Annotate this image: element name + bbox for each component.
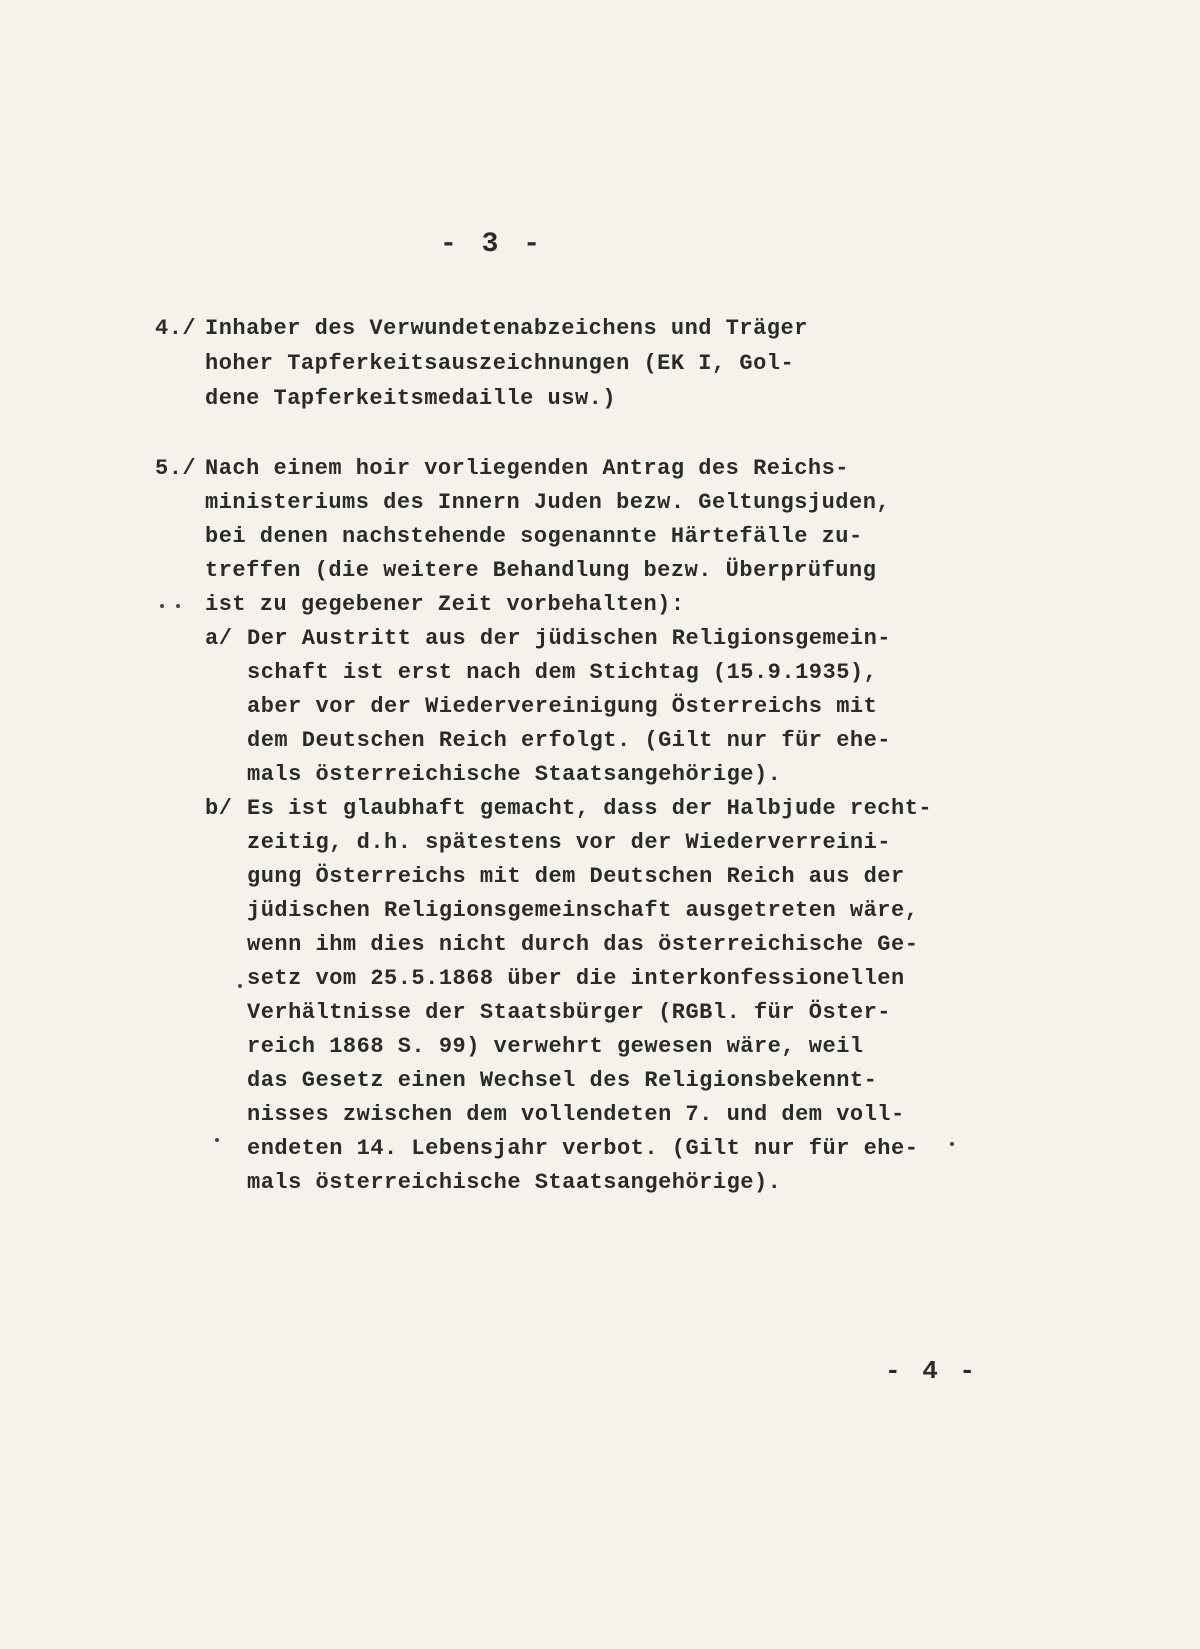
item-a-line: dem Deutschen Reich erfolgt. (Gilt nur für ehe-: [247, 728, 892, 753]
scan-speck: [950, 1142, 954, 1146]
page-number: - 3 -: [440, 229, 545, 260]
scan-speck: [176, 604, 180, 608]
section-5-line: bei denen nachstehende sogenannte Härtefälle zu-: [205, 524, 863, 549]
section-4-line: Inhaber des Verwundetenabzeichens und Träger: [205, 316, 808, 341]
item-b-line: Es ist glaubhaft gemacht, dass der Halbjude recht-: [247, 796, 933, 821]
item-b-line: setz vom 25.5.1868 über die interkonfessionellen: [247, 966, 905, 991]
item-b-line: gung Österreichs mit dem Deutschen Reich aus der: [247, 864, 905, 889]
item-b-line: zeitig, d.h. spätestens vor der Wiederverreini-: [247, 830, 892, 855]
item-b-line: reich 1868 S. 99) verwehrt gewesen wäre, weil: [247, 1034, 864, 1059]
item-a-line: schaft ist erst nach dem Stichtag (15.9.1935),: [247, 660, 878, 685]
scan-speck: [238, 984, 242, 988]
item-b-line: nisses zwischen dem vollendeten 7. und dem voll-: [247, 1102, 905, 1127]
item-a-line: mals österreichische Staatsangehörige).: [247, 762, 782, 787]
section-5-line: treffen (die weitere Behandlung bezw. Überprüfung: [205, 558, 877, 583]
section-4-number: 4./: [155, 316, 197, 341]
scan-speck: [215, 1138, 219, 1142]
item-b-line: mals österreichische Staatsangehörige).: [247, 1170, 782, 1195]
scan-speck: [160, 604, 164, 608]
section-4-line: dene Tapferkeitsmedaille usw.): [205, 386, 617, 411]
section-5-line: ist zu gegebener Zeit vorbehalten):: [205, 592, 685, 617]
item-b-label: b/: [205, 796, 233, 821]
item-a-line: Der Austritt aus der jüdischen Religionsgemein-: [247, 626, 892, 651]
next-page-marker: - 4 -: [885, 1356, 979, 1386]
item-a-label: a/: [205, 626, 233, 651]
section-4-line: hoher Tapferkeitsauszeichnungen (EK I, Gol-: [205, 351, 795, 376]
item-b-line: jüdischen Religionsgemeinschaft ausgetreten wäre,: [247, 898, 919, 923]
section-5-line: Nach einem hoir vorliegenden Antrag des Reichs-: [205, 456, 850, 481]
item-b-line: Verhältnisse der Staatsbürger (RGBl. für Öster-: [247, 1000, 892, 1025]
section-5-number: 5./: [155, 456, 197, 481]
item-b-line: das Gesetz einen Wechsel des Religionsbekennt-: [247, 1068, 878, 1093]
section-5-line: ministeriums des Innern Juden bezw. Geltungsjuden,: [205, 490, 891, 515]
item-a-line: aber vor der Wiedervereinigung Österreichs mit: [247, 694, 878, 719]
item-b-line: endeten 14. Lebensjahr verbot. (Gilt nur für ehe-: [247, 1136, 919, 1161]
item-b-line: wenn ihm dies nicht durch das österreichische Ge-: [247, 932, 919, 957]
